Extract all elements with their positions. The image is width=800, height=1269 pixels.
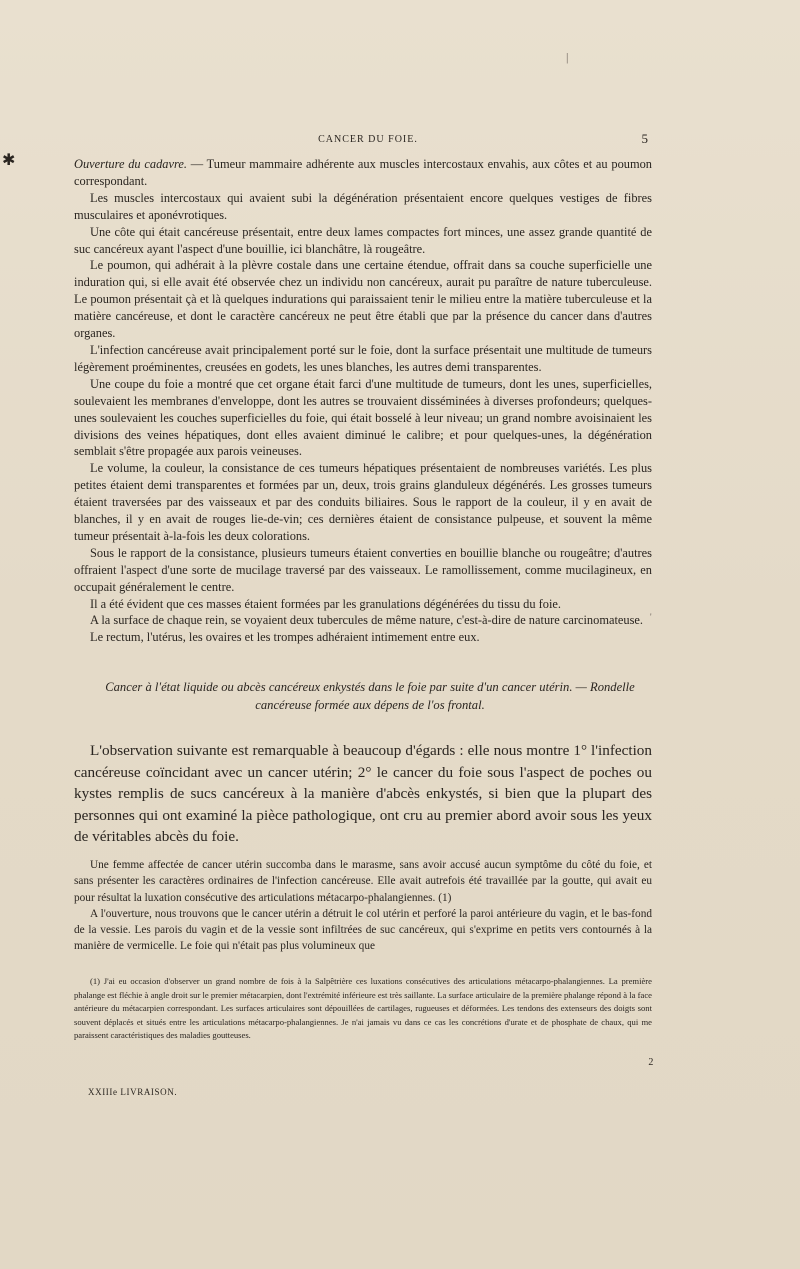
observation-1-opening: [74, 156, 652, 190]
paragraph: Les muscles intercostaux qui avaient subi la dégénération présentaient encore quelques vestiges de fibres musculaires et aponévrotiques.: [74, 190, 652, 222]
intro-paragraph: L'observation suivante est remarquable à beaucoup d'égards : elle nous montre 1° l'infection cancéreuse coïncidant avec un cancer utérin; 2° le cancer du foie sous l'aspect de poches ou kystes remplis de sucs cancéreux à la manière d'abcès enkystés, si bien que la plupart des personnes qui ont examiné la pièce pathologique, ont cru au premier abord avoir sous les yeux de véritables abcès du foie.: [74, 742, 652, 845]
margin-tick: ': [650, 612, 652, 622]
page-header: [88, 131, 648, 154]
page-number: 5: [641, 131, 648, 146]
paragraph: Le poumon, qui adhérait à la plèvre costale dans une certaine étendue, offrait dans sa couche superficielle une induration qui, si elle avait été observée chez un individu non cancéreux, aurait pu paraître de nature tuberculeuse. Le poumon présentait çà et là quelques indurations qui paraissaient tenir le milieu entre la matière tuberculeuse et la matière cancéreuse, et dont le caractère cancéreux ne peut être établi que par la présence du cancer dans d'autres organes.: [74, 258, 652, 341]
paragraph: L'infection cancéreuse avait principalement porté sur le foie, dont la surface présentait une multitude de tumeurs légèrement proéminentes, creusées en godets, les unes blanches, les autres demi transparentes.: [74, 342, 652, 374]
footnote: [74, 975, 652, 1043]
paragraph: A l'ouverture, nous trouvons que le cancer utérin a détruit le col utérin et perforé la paroi antérieure du vagin, et le bas-fond de la vessie. Les parois du vagin et de la vessie sont infiltrées de suc cancéreux, qui s'exprime en petits vers contournés à la manière de vermicelle. Le foie qui n'était pas plus volumineux que: [74, 907, 652, 953]
observation-2: [74, 857, 652, 955]
top-mark: |: [566, 50, 569, 64]
paragraph: Il a été évident que ces masses étaient formées par les granulations dégénérées du tissu du foie.: [90, 596, 562, 611]
paragraph: Une coupe du foie a montré que cet organe était farci d'une multitude de tumeurs, dont les unes, superficielles, soulevaient les membranes d'enveloppe, dont les autres se trouvaient disséminées à diverses profondeurs; quelques-unes soulevaient les couches superficielles du foie, qui était bosselé à leur niveau; un grand nombre avoisinaient les divisions des veines hépatiques, dont elles avaient diminué le calibre; et pour quelques-unes, la dégénération semblait s'être propagée aux parois veineuses.: [74, 376, 652, 459]
page-footer: [88, 1057, 654, 1101]
paragraph: Le rectum, l'utérus, les ovaires et les trompes adhéraient intimement entre eux.: [90, 630, 480, 645]
intro-paragraph-block: [74, 740, 652, 848]
livraison-mark: XXIIIe LIVRAISON.: [88, 1087, 178, 1097]
section-title: Cancer à l'état liquide ou abcès cancéreux enkystés dans le foie par suite d'un cancer utérin. — Rondelle cancéreuse formée aux dépens de l'os frontal.: [105, 680, 635, 712]
observation-1: [74, 156, 652, 646]
footnote-text: (1) J'ai eu occasion d'observer un grand nombre de fois à la Salpêtrière ces luxations consécutives des articulations métacarpo-phalangiennes. La première phalange est fléchie à angle droit sur le premier métacarpien, dont l'extrémité inférieure est très saillante. La surface articulaire de la première phalange répond à la face antérieure du métacarpien correspondant. Les surfaces articulaires sont dépouillées de cartilages, rugueuses et déformées. Les tendons des extenseurs des doigts sont souvent déplacés et situés entre les articulations métacarpo-phalangiennes. Je n'ai jamais vu dans ce cas les concrétions d'urate et de phosphate de chaux, qui me paraissent caractéristiques des maladies goutteuses.: [74, 976, 652, 1041]
opening-heading: Ouverture du cadavre.: [74, 157, 187, 171]
opening-text: — Tumeur mammaire adhérente aux muscles intercostaux envahis, aux côtes et au poumon correspondant.: [74, 157, 652, 188]
paragraph: A la surface de chaque rein, se voyaient deux tubercules de même nature, c'est-à-dire de nature carcinomateuse.: [90, 613, 644, 628]
paragraph: Une côte qui était cancéreuse présentait, entre deux lames compactes fort minces, une assez grande quantité de suc cancéreux ayant l'aspect d'une bouillie, ici blanchâtre, là rougeâtre.: [74, 224, 652, 256]
paragraph: Sous le rapport de la consistance, plusieurs tumeurs étaient converties en bouillie blanche ou rougeâtre; d'autres offraient l'aspect d'une sorte de mucilage traversé par des vaisseaux. Le ramollissement, comme mucilagineux, en occupait généralement le centre.: [74, 545, 652, 594]
running-head: CANCER DU FOIE.: [318, 134, 418, 145]
paragraph: Le volume, la couleur, la consistance de ces tumeurs hépatiques présentaient de nombreuses variétés. Les plus petites étaient demi transparentes et formées par un, deux, trois grains glanduleux dégénérés. Les grosses tumeurs étaient traversées par des vaisseaux et par des conduits biliaires. Sous le rapport de la couleur, il y en avait de blanches, il y en avait de rouges lie-de-vin; ces dernières étaient de consistance pulpeuse, et souvent la même tumeur présentait à-la-fois les deux colorations.: [74, 461, 652, 543]
margin-mark: ✱: [2, 152, 16, 169]
signature-mark: 2: [648, 1057, 654, 1068]
paragraph: Une femme affectée de cancer utérin succomba dans le marasme, sans avoir accusé aucun symptôme du côté du foie, et sans présenter les caractères ordinaires de l'infection cancéreuse. Elle avait autrefois été travaillée par la goutte, qui avait eu pour résultat la luxation consécutive des articulations métacarpo-phalangiennes. (1): [74, 859, 652, 904]
